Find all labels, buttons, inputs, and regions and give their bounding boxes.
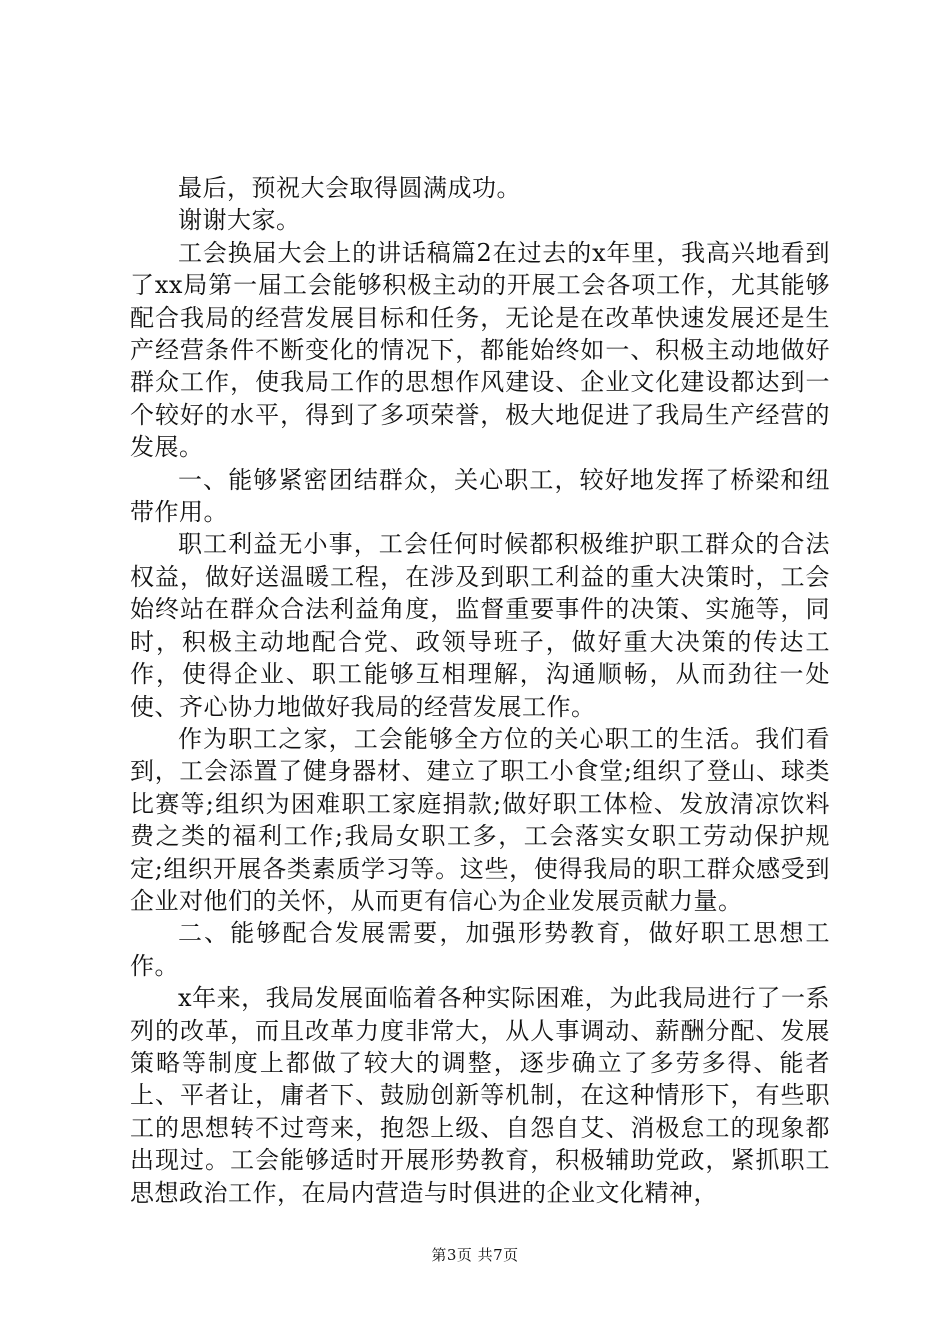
paragraph-thanks: 谢谢大家。 xyxy=(178,206,301,235)
paragraph-closing-wish: 最后，预祝大会取得圆满成功。 xyxy=(178,174,521,202)
paragraph-speech-intro: 工会换届大会上的讲话稿篇2在过去的x年里，我高兴地看到了xx局第一届工会能够积极主动的开展工会各项工作，尤其能够配合我局的经营发展目标和任务，无论是在改革快速发展还是生产经营条件不断变化的情况下，都能始终如一、积极主动地做好群众工作，使我局工作的思想作风建设、企业文化建设都达到一个较好的水平，得到了多项荣誉，极大地促进了我局生产经营的发展。 xyxy=(130,238,830,462)
paragraph-reform: x年来，我局发展面临着各种实际困难，为此我局进行了一系列的改革，而且改革力度非常大，从人事调动、薪酬分配、发展策略等制度上都做了较大的调整，逐步确立了多劳多得、能者上、平者让，庸者下、鼓励创新等机制，在这种情形下，有些职工的思想转不过弯来，抱怨上级、自怨自艾、消极怠工的现象都出现过。工会能够适时开展形势教育，积极辅助党政，紧抓职工思想政治工作，在局内营造与时俱进的企业文化精神， xyxy=(130,984,830,1207)
paragraph-worker-interests: 职工利益无小事，工会任何时候都积极维护职工群众的合法权益，做好送温暖工程，在涉及到职工利益的重大决策时，工会始终站在群众合法利益角度，监督重要事件的决策、实施等，同时，积极主动地配合党、政领导班子，做好重大决策的传达工作，使得企业、职工能够互相理解，沟通顺畅，从而劲往一处使、齐心协力地做好我局的经营发展工作。 xyxy=(130,530,830,721)
page-footer: 第3页 共7页 xyxy=(431,1246,519,1264)
section-heading-two: 二、能够配合发展需要，加强形势教育，做好职工思想工作。 xyxy=(130,919,830,980)
paragraph-worker-life: 作为职工之家，工会能够全方位的关心职工的生活。我们看到，工会添置了健身器材、建立了职工小食堂;组织了登山、球类比赛等;组织为困难职工家庭捐款;做好职工体检、发放清凉饮料费之类的福利工作;我局女职工多，工会落实女职工劳动保护规定;组织开展各类素质学习等。这些，使得我局的职工群众感受到企业对他们的关怀，从而更有信心为企业发展贡献力量。 xyxy=(130,724,830,915)
document-body xyxy=(130,172,830,1209)
section-heading-one: 一、能够紧密团结群众，关心职工，较好地发挥了桥梁和纽带作用。 xyxy=(130,465,830,527)
